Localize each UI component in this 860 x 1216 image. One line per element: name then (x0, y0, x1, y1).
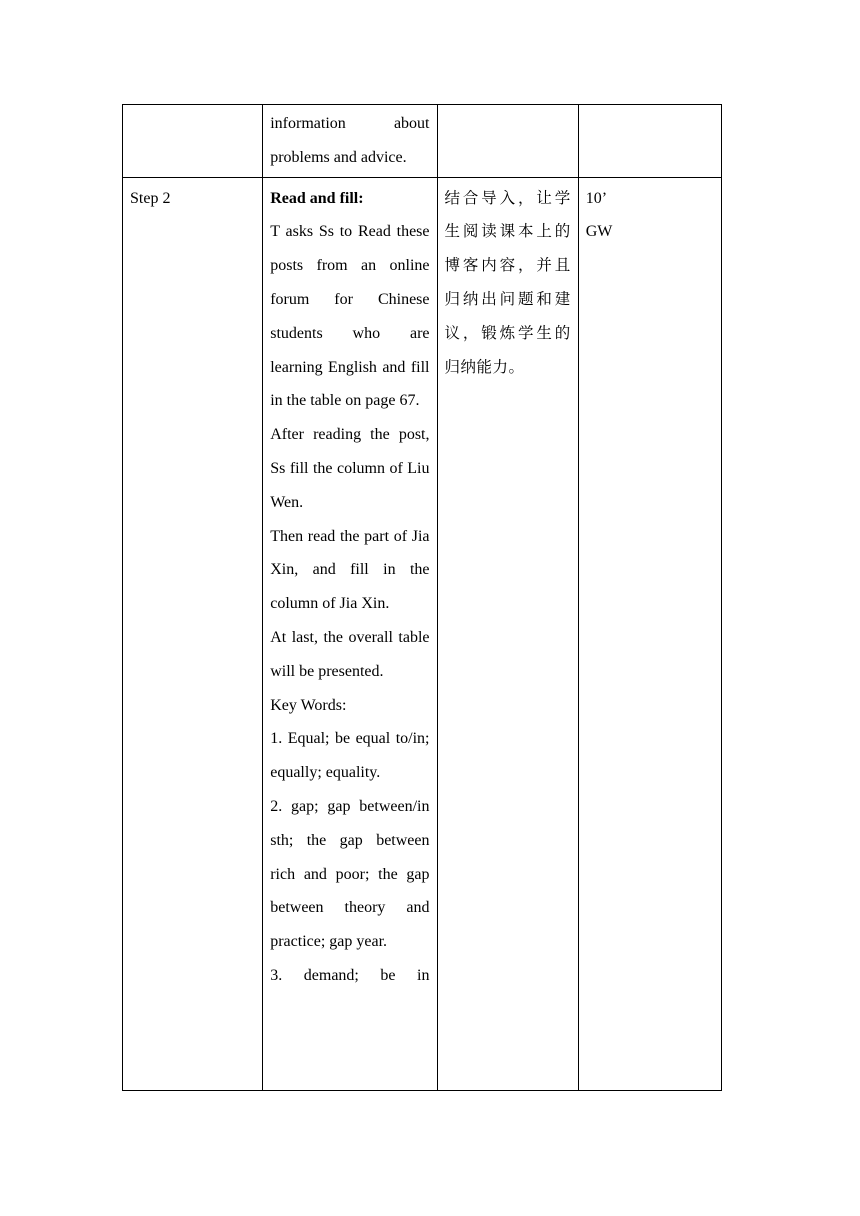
step-cell (123, 177, 263, 1090)
step-cell (123, 105, 263, 178)
key-word-item: 3. demand; be in (270, 966, 430, 984)
time-text: 10’ (585, 189, 608, 207)
key-word-item: 2. gap; gap between/in sth; the gap between rich and poor; the gap between theory and practice; gap year. (270, 797, 430, 951)
mode-text: GW (585, 223, 613, 241)
procedure-paragraph: At last, the overall table will be presented. (270, 628, 430, 680)
procedure-paragraph: Then read the part of Jia Xin, and fill in the column of Jia Xin. (270, 527, 430, 613)
procedure-paragraph: T asks Ss to Read these posts from an online forum for Chinese students who are learning English and fill in the table on page 67. (270, 223, 430, 410)
time-text (579, 105, 721, 109)
lesson-plan-table (122, 104, 722, 1091)
time-cell (578, 177, 721, 1090)
purpose-cell (437, 177, 578, 1090)
time-cell (578, 105, 721, 178)
step-label (123, 105, 262, 109)
purpose-text (438, 105, 578, 109)
key-word-item: 1. Equal; be equal to/in; equally; equality. (270, 730, 430, 782)
procedure-text-line: information about (270, 115, 430, 132)
procedure-paragraph: Key Words: (270, 696, 347, 714)
table-row (123, 105, 722, 178)
procedure-paragraph: After reading the post, Ss fill the column of Liu Wen. (270, 426, 430, 511)
procedure-text-line: problems and advice. (270, 148, 407, 166)
step-label: Step 2 (130, 189, 171, 207)
procedure-cell (263, 105, 437, 178)
procedure-cell (263, 177, 437, 1090)
table-row (123, 177, 722, 1090)
procedure-heading: Read and fill: (270, 189, 364, 207)
purpose-text: 结合导入，让学生阅读课本上的博客内容，并且归纳出问题和建议，锻炼学生的归纳能力。 (444, 188, 571, 376)
purpose-cell (437, 105, 578, 178)
